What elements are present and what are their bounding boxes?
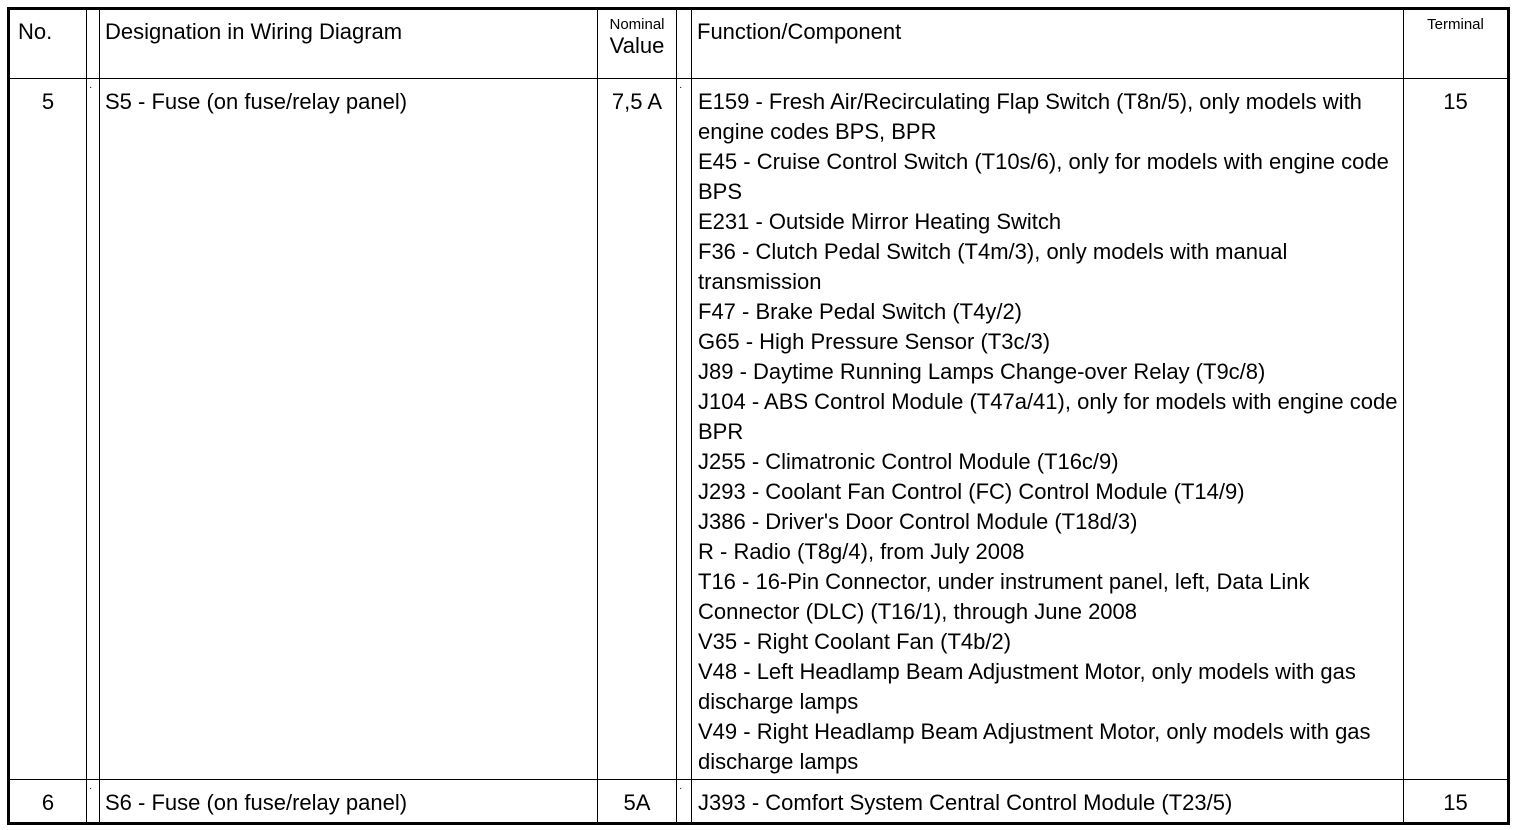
table-row [9, 780, 1509, 824]
spacer-cell: · [677, 780, 692, 824]
row-designation-value: S6 - Fuse (on fuse/relay panel) [105, 790, 408, 815]
row-number [9, 79, 87, 780]
function-item: J255 - Climatronic Control Module (T16c/9) [698, 449, 1119, 474]
spacer-cell [87, 9, 100, 79]
row-designation-value: S5 - Fuse (on fuse/relay panel) [105, 89, 408, 114]
spacer-cell: · [87, 780, 100, 824]
function-item: V35 - Right Coolant Fan (T4b/2) [698, 629, 1012, 654]
row-terminal [1404, 79, 1509, 780]
row-number-value: 6 [41, 790, 55, 815]
row-function [692, 79, 1404, 780]
fuse-table [7, 7, 1510, 825]
function-item: J293 - Coolant Fan Control (FC) Control Module (T14/9) [698, 479, 1245, 504]
function-item: F47 - Brake Pedal Switch (T4y/2) [698, 299, 1023, 324]
header-row [9, 9, 1509, 79]
function-item: T16 - 16-Pin Connector, under instrument panel, left, Data Link Connector (DLC) (T16/1), through June 2008 [698, 569, 1310, 624]
function-list [692, 780, 1403, 818]
row-nominal [598, 79, 677, 780]
function-item: V49 - Right Headlamp Beam Adjustment Motor, only models with gas discharge lamps [698, 719, 1371, 774]
row-function [692, 780, 1404, 824]
header-terminal [1404, 9, 1509, 79]
row-number [9, 780, 87, 824]
function-item: V48 - Left Headlamp Beam Adjustment Motor, only models with gas discharge lamps [698, 659, 1356, 714]
function-item: J393 - Comfort System Central Control Module (T23/5) [698, 790, 1233, 815]
function-list [692, 79, 1403, 777]
header-designation-label: Designation in Wiring Diagram [105, 19, 403, 44]
function-item: E231 - Outside Mirror Heating Switch [698, 209, 1062, 234]
header-function [692, 9, 1404, 79]
header-no-label: No. [18, 19, 53, 44]
spacer-cell: · [677, 79, 692, 780]
row-designation [100, 780, 598, 824]
header-value-label: Value [609, 33, 665, 58]
function-item: G65 - High Pressure Sensor (T3c/3) [698, 329, 1051, 354]
row-nominal-value: 7,5 A [611, 89, 663, 114]
header-nominal-label: Nominal [609, 16, 665, 33]
row-designation [100, 79, 598, 780]
function-item: R - Radio (T8g/4), from July 2008 [698, 539, 1025, 564]
row-number-value: 5 [41, 89, 55, 114]
row-nominal-value: 5A [623, 790, 651, 815]
header-terminal-label: Terminal [1427, 16, 1484, 33]
header-function-label: Function/Component [697, 19, 902, 44]
header-nominal-value [598, 9, 677, 79]
function-item: F36 - Clutch Pedal Switch (T4m/3), only models with manual transmission [698, 239, 1288, 294]
function-item: E45 - Cruise Control Switch (T10s/6), only for models with engine code BPS [698, 149, 1389, 204]
row-terminal [1404, 780, 1509, 824]
spacer-cell: · [87, 79, 100, 780]
function-item: E159 - Fresh Air/Recirculating Flap Switch (T8n/5), only models with engine codes BPS, BPR [698, 89, 1362, 144]
header-designation [100, 9, 598, 79]
row-terminal-value: 15 [1443, 790, 1468, 815]
function-item: J89 - Daytime Running Lamps Change-over Relay (T9c/8) [698, 359, 1266, 384]
table-row [9, 79, 1509, 780]
row-terminal-value: 15 [1443, 89, 1468, 114]
header-no [9, 9, 87, 79]
spacer-cell [677, 9, 692, 79]
function-item: J386 - Driver's Door Control Module (T18d/3) [698, 509, 1138, 534]
row-nominal [598, 780, 677, 824]
function-item: J104 - ABS Control Module (T47a/41), only for models with engine code BPR [698, 389, 1398, 444]
